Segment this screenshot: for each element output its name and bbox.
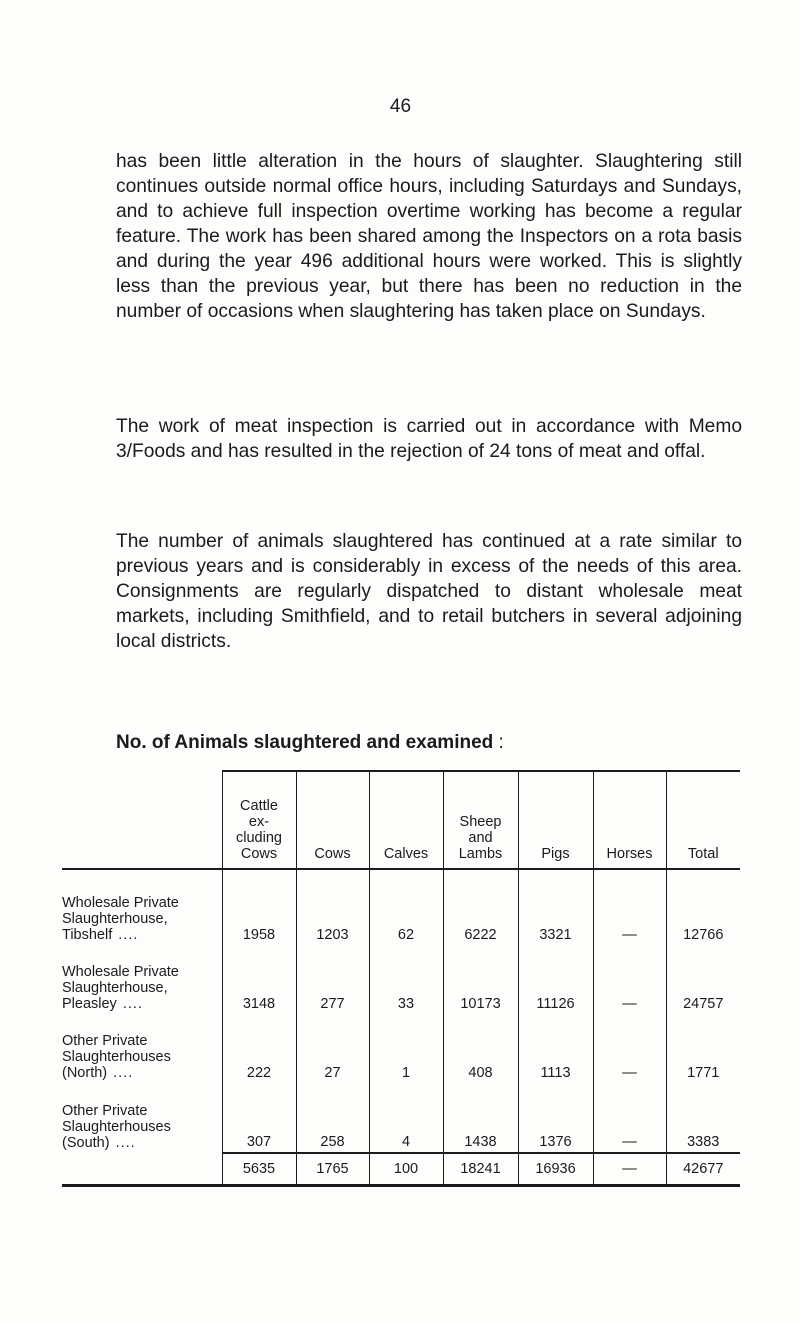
cell-cattle: 1958 xyxy=(222,869,296,945)
table-caption-text: No. of Animals slaughtered and examined xyxy=(116,732,494,753)
cell-cattle: 222 xyxy=(222,1014,296,1083)
cell-horses: — xyxy=(593,945,666,1014)
page-number: 46 xyxy=(389,96,412,117)
header-stub xyxy=(62,771,222,869)
cell-cows: 277 xyxy=(296,945,369,1014)
cell-horses: — xyxy=(593,1014,666,1083)
table-row xyxy=(62,1083,740,1153)
totals-row xyxy=(62,1153,740,1186)
cell-pigs: 1376 xyxy=(518,1083,593,1153)
table-caption xyxy=(116,732,504,754)
header-sheep: Sheep and Lambs xyxy=(443,771,518,869)
table-row xyxy=(62,945,740,1014)
header-horses: Horses xyxy=(593,771,666,869)
cell-cows: 1203 xyxy=(296,869,369,945)
paragraph-meat-inspection: The work of meat inspection is carried out in accordance with Memo 3/Foods and has resulted in the rejection of 24 tons of meat and offal. xyxy=(116,416,742,462)
cell-cows: 27 xyxy=(296,1014,369,1083)
cell-cattle: 3148 xyxy=(222,945,296,1014)
cell-sheep: 6222 xyxy=(443,869,518,945)
cell-pigs: 11126 xyxy=(518,945,593,1014)
cell-calves: 4 xyxy=(369,1083,443,1153)
cell-total: 24757 xyxy=(666,945,740,1014)
cell-sheep: 1438 xyxy=(443,1083,518,1153)
cell-horses: — xyxy=(593,869,666,945)
total-calves: 100 xyxy=(369,1153,443,1186)
header-cows: Cows xyxy=(296,771,369,869)
header-total: Total xyxy=(666,771,740,869)
animals-table xyxy=(62,770,740,1187)
total-horses: — xyxy=(593,1153,666,1186)
cell-calves: 33 xyxy=(369,945,443,1014)
total-cattle: 5635 xyxy=(222,1153,296,1186)
table-caption-colon: : xyxy=(498,732,504,753)
paragraph-animals-slaughtered: The number of animals slaughtered has continued at a rate similar to previous years and is considerably in excess of the needs of this area. Consignments are regularly dispatched to distant wholesale meat markets, including Smithfield, and to retail butchers in several adjoining local districts. xyxy=(116,531,742,652)
cell-calves: 1 xyxy=(369,1014,443,1083)
total-pigs: 16936 xyxy=(518,1153,593,1186)
cell-horses: — xyxy=(593,1083,666,1153)
cell-calves: 62 xyxy=(369,869,443,945)
cell-cattle: 307 xyxy=(222,1083,296,1153)
total-total: 42677 xyxy=(666,1153,740,1186)
row-label: Wholesale Private Slaughterhouse, Tibshelf .... xyxy=(62,895,179,943)
row-label: Wholesale Private Slaughterhouse, Pleasley .... xyxy=(62,964,179,1012)
table-row xyxy=(62,1014,740,1083)
cell-pigs: 3321 xyxy=(518,869,593,945)
cell-sheep: 10173 xyxy=(443,945,518,1014)
cell-total: 1771 xyxy=(666,1014,740,1083)
table-row xyxy=(62,869,740,945)
header-pigs: Pigs xyxy=(518,771,593,869)
table-header-row xyxy=(62,771,740,869)
cell-pigs: 1113 xyxy=(518,1014,593,1083)
cell-total: 12766 xyxy=(666,869,740,945)
total-sheep: 18241 xyxy=(443,1153,518,1186)
row-label: Other Private Slaughterhouses (South) .... xyxy=(62,1103,171,1151)
header-calves: Calves xyxy=(369,771,443,869)
paragraph-slaughter-hours: has been little alteration in the hours of slaughter. Slaughtering still continues outside normal office hours, including Saturdays and Sundays, and to achieve full inspection overtime working has become a regular feature. The work has been shared among the Inspectors on a rota basis and during the year 496 additional hours were worked. This is slightly less than the previous year, but there has been no reduction in the number of occasions when slaughtering has taken place on Sundays. xyxy=(116,151,742,322)
cell-cows: 258 xyxy=(296,1083,369,1153)
header-cattle: Cattle ex- cluding Cows xyxy=(222,771,296,869)
cell-total: 3383 xyxy=(666,1083,740,1153)
cell-sheep: 408 xyxy=(443,1014,518,1083)
totals-stub xyxy=(62,1153,222,1186)
total-cows: 1765 xyxy=(296,1153,369,1186)
row-label: Other Private Slaughterhouses (North) .... xyxy=(62,1033,171,1081)
